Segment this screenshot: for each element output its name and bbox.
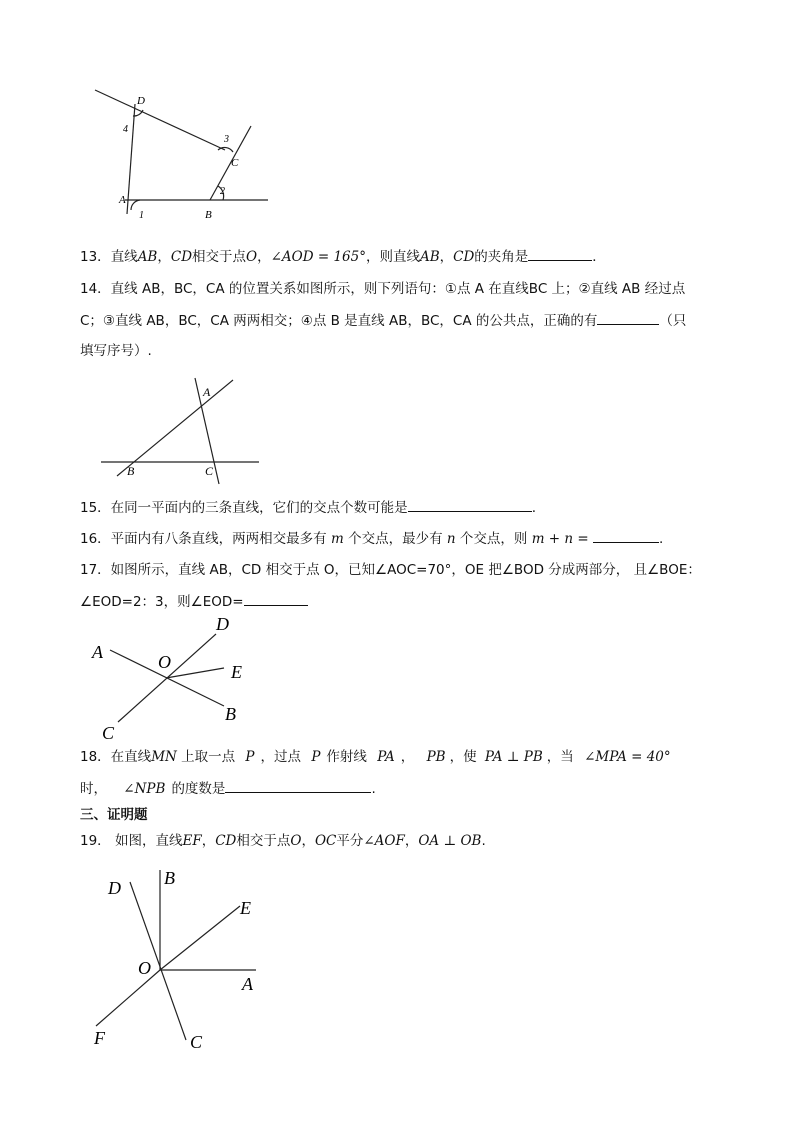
label-a: A — [92, 642, 103, 662]
q13-math-ab: AB — [419, 249, 440, 265]
q13-math-o: O — [246, 249, 258, 265]
label-3: 3 — [224, 134, 229, 145]
q18-answer-blank[interactable] — [225, 778, 371, 793]
q16-math-m: m — [330, 531, 344, 547]
q19-text: 19． 如图，直线 — [80, 833, 183, 849]
q19-math-angle: ∠AOF — [363, 833, 405, 849]
q18-text: 的度数是 — [171, 781, 226, 797]
line-dc-extended — [95, 90, 225, 150]
q18-math-pa: PA — [377, 749, 395, 765]
q18-text: 时， — [80, 781, 107, 797]
ray-oe — [160, 906, 240, 970]
q13-math-cd: CD — [453, 249, 475, 265]
q18-math-perp: PA ⊥ PB — [484, 749, 543, 765]
label-b: B — [225, 704, 236, 724]
question-13 — [80, 246, 606, 267]
angle-arc-3 — [218, 147, 233, 152]
q13-end: ． — [592, 249, 606, 265]
figure-three-lines — [95, 372, 265, 488]
label-a: A — [203, 385, 211, 399]
label-c: C — [231, 157, 239, 169]
q16-text: 16．平面内有八条直线，两两相交最多有 — [80, 531, 327, 547]
q13-text: 相交于点 — [192, 249, 247, 265]
question-14-line-1: 14．直线 AB，BC，CA 的位置关系如图所示，则下列语句：①点 A 在直线BC 上；②直线 AB 经过点 — [80, 281, 686, 297]
q13-answer-blank[interactable] — [528, 246, 592, 261]
q14-text: （只 — [659, 313, 687, 329]
q18-math-mn: MN — [151, 749, 177, 765]
ray-of — [96, 970, 160, 1026]
label-c: C — [190, 1032, 203, 1052]
label-b: B — [127, 464, 135, 478]
q16-math-expr: m + n = — [531, 531, 589, 547]
q19-sep: ， — [201, 833, 216, 849]
label-f: F — [94, 1028, 105, 1048]
q15-answer-blank[interactable] — [408, 497, 532, 512]
q19-text: 相交于点 — [236, 833, 291, 849]
q18-math-pb: PB — [426, 749, 446, 765]
q17-answer-blank[interactable] — [244, 591, 308, 606]
q13-sep: ， — [257, 249, 271, 265]
label-c: C — [205, 464, 214, 478]
label-o: O — [138, 958, 151, 978]
question-16 — [80, 528, 663, 549]
q19-math-ef: EF — [182, 833, 202, 849]
label-d: D — [108, 878, 121, 898]
figure-intersecting-lines-oe — [88, 612, 258, 744]
q18-text: 上取一点 — [181, 749, 236, 765]
label-a: A — [242, 974, 253, 994]
q17-text: ∠EOD=2：3，则∠EOD= — [80, 594, 244, 610]
q14-answer-blank[interactable] — [597, 310, 659, 325]
q13-number: 13． — [80, 249, 111, 265]
q13-sep: ， — [157, 249, 171, 265]
q18-math-angle: ∠NPB — [123, 781, 166, 797]
label-e: E — [231, 662, 242, 682]
q16-answer-blank[interactable] — [593, 528, 659, 543]
q19-math-cd: CD — [215, 833, 237, 849]
label-2: 2 — [220, 186, 225, 197]
label-a: A — [119, 194, 126, 206]
q19-sep: ， — [404, 833, 419, 849]
question-14-line-2 — [80, 310, 686, 331]
q15-text: 15．在同一平面内的三条直线，它们的交点个数可能是 — [80, 500, 408, 516]
q13-math-cd: CD — [170, 249, 193, 265]
label-o: O — [158, 652, 171, 672]
question-14-line-3: 填写序号）. — [80, 343, 152, 359]
label-d: D — [137, 95, 145, 107]
question-15 — [80, 497, 536, 518]
q15-end: . — [531, 500, 536, 516]
q13-sep: ， — [439, 249, 454, 265]
q18-text: 作射线 — [326, 749, 367, 765]
label-b: B — [164, 868, 175, 888]
q14-text: C；③直线 AB，BC，CA 两两相交；④点 B 是直线 AB，BC，CA 的公共点，正确的有 — [80, 313, 598, 329]
label-e: E — [240, 898, 251, 918]
q18-math-angle: ∠MPA = 40° — [584, 749, 671, 765]
question-19 — [80, 831, 486, 851]
q13-text: 直线 — [110, 249, 138, 265]
q16-end: . — [658, 531, 664, 547]
question-17-line-1: 17．如图所示，直线 AB，CD 相交于点 O，已知∠AOC=70°，OE 把∠BOD 分成两部分， 且∠BOE： — [80, 562, 701, 578]
q16-text: 个交点，则 — [459, 531, 528, 547]
figure-rays-from-o — [88, 862, 278, 1054]
q18-math-p: P — [245, 749, 255, 765]
label-b: B — [205, 209, 212, 221]
label-1: 1 — [139, 210, 144, 221]
section-heading: 三、证明题 — [80, 807, 148, 823]
q18-text: ，使 — [449, 749, 477, 765]
figure-quadrilateral — [85, 80, 285, 240]
q19-end: . — [481, 833, 486, 849]
label-c: C — [102, 723, 115, 743]
label-4: 4 — [123, 124, 128, 135]
q19-sep: ， — [301, 833, 315, 849]
q18-text: ，过点 — [260, 749, 302, 765]
line-da-extended — [127, 104, 135, 214]
q19-math-oc: OC — [314, 833, 337, 849]
question-17-line-2 — [80, 591, 308, 612]
q18-math-p: P — [311, 749, 321, 765]
q18-text: ，当 — [546, 749, 574, 765]
q16-text: 个交点，最少有 — [348, 531, 443, 547]
angle-arc-1 — [131, 200, 140, 210]
q13-math-angle: ∠AOD = 165° — [270, 249, 366, 265]
label-d: D — [216, 614, 229, 634]
q18-text: 18．在直线 — [80, 749, 152, 765]
ray-oe — [166, 668, 224, 678]
q19-text: 平分 — [336, 833, 364, 849]
q19-math-perp: OA ⊥ OB — [418, 833, 482, 849]
q18-end: . — [371, 781, 376, 797]
q13-text: 的夹角是 — [474, 249, 529, 265]
q16-math-n: n — [446, 531, 456, 547]
q13-math-ab: AB — [137, 249, 158, 265]
q13-text: ，则直线 — [365, 249, 420, 265]
question-18-line-2 — [80, 778, 376, 799]
question-18-line-1 — [80, 747, 671, 767]
q18-sep: ， — [400, 749, 415, 765]
q19-math-o: O — [290, 833, 302, 849]
